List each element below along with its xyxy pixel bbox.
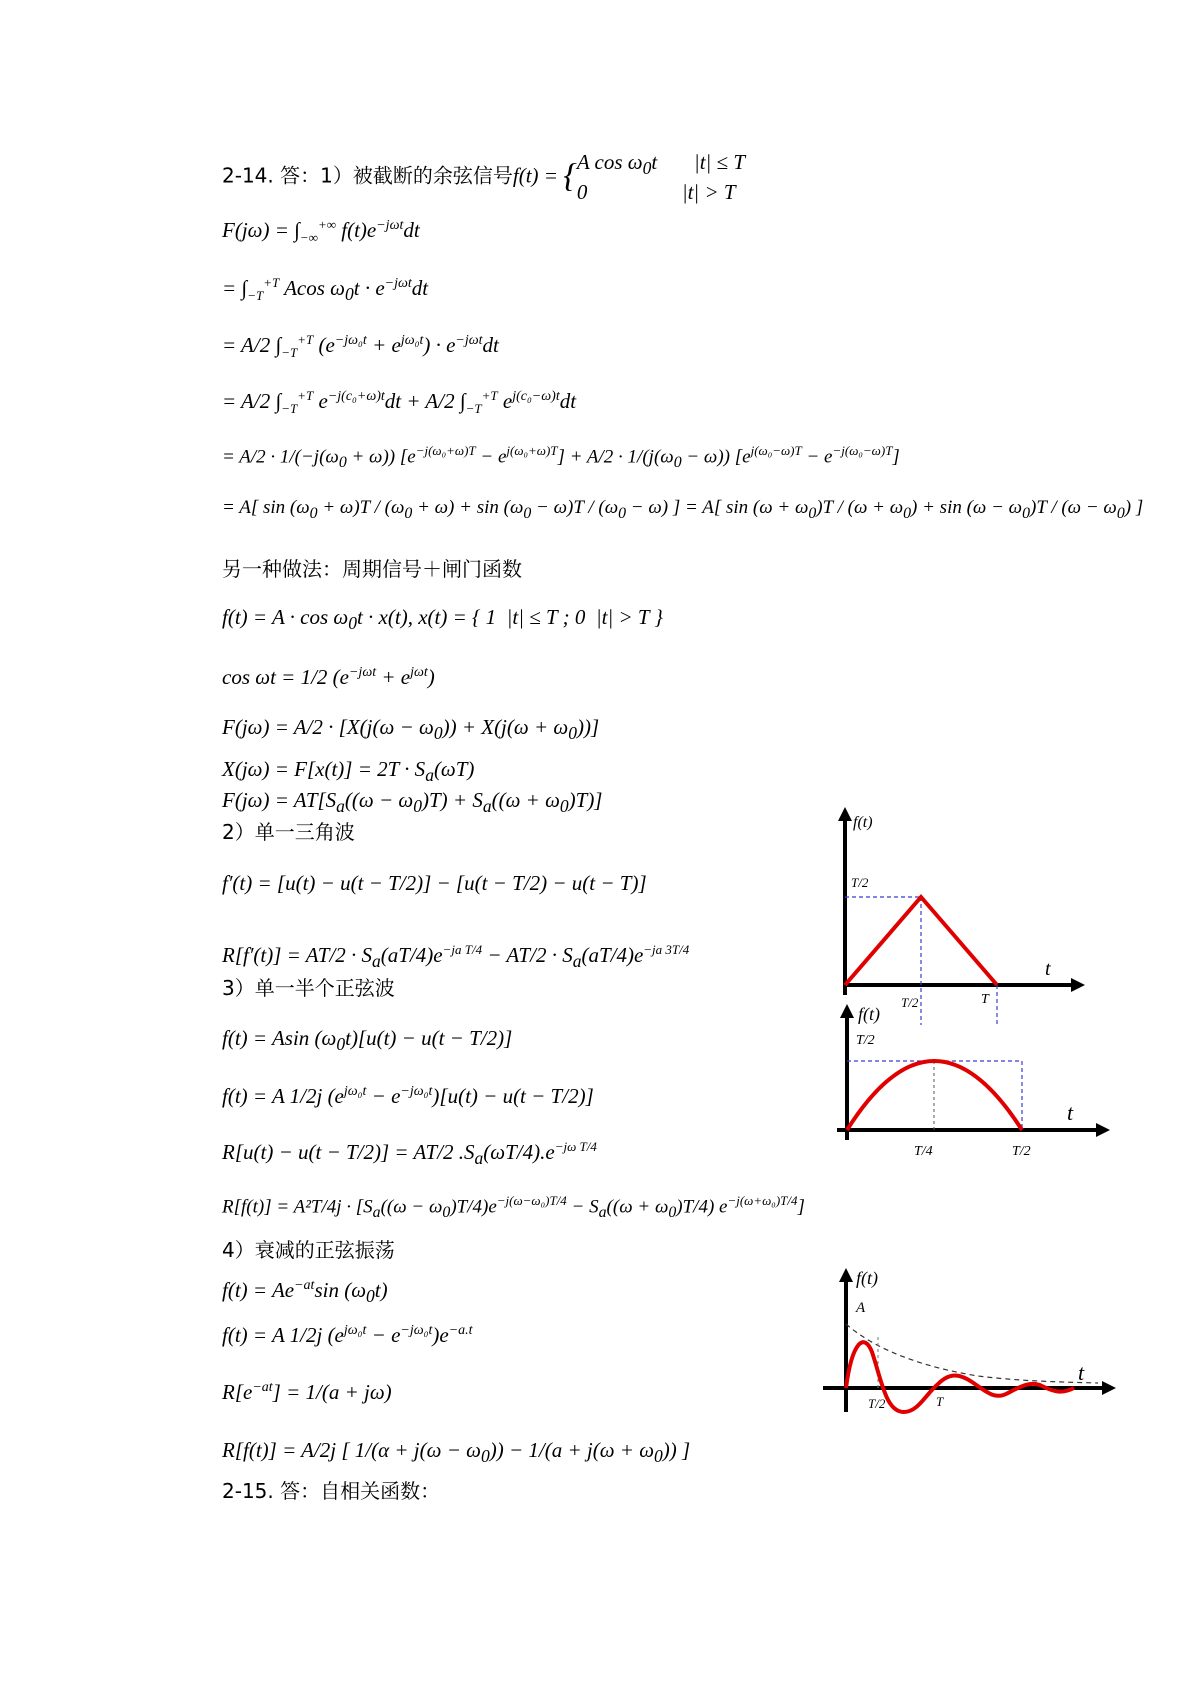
y-label: f(t) (853, 814, 873, 831)
y-label: f(t) (858, 1004, 880, 1024)
tick-label-2: T/2 (1012, 1144, 1031, 1159)
line-11: $F(j\omega) = A/2 \cdot [X(j(\omega - \omega_0)) + X(j(\omega + \omega_0))]$ (222, 715, 600, 744)
line-23: $f(t) = Ae^{-at}\sin$ $(\omega_0t)$ (222, 1278, 388, 1307)
line-07: = A[ $\sin (\omega_0 + \omega)T / (\omega_0 + \omega) + \sin (\omega_0 - \omega)T / (\omega_0 - \omega)$ ] = A[ $\sin (\omega + \omega_0)T / (\omega + \omega_0) + \sin (\omega - \omega_0)T / (\omega - \omega_0)$ ] (222, 497, 1144, 522)
line-18: f(t) = Asin $(\omega_0t)[u(t) - u(t - T/2)]$ (222, 1026, 513, 1055)
line-12: $X(j\omega) = F[x(t)] = 2T \cdot S_a(\omega T)$ (222, 757, 475, 786)
line-25: $R[e^{-at}] = 1/(a + j\omega)$ (222, 1380, 392, 1404)
x-axis-arrow-icon (1071, 978, 1085, 992)
x-axis-arrow-icon (1102, 1381, 1116, 1395)
tick-label-1: T/2 (868, 1396, 886, 1411)
amp-label: A (856, 1300, 866, 1316)
line-02: $F(j\omega) = \int_{-\infty}^{+\infty}$ $f(t)e^{-j\omega t}dt$ (222, 217, 420, 246)
line-01: 2-14. 答：1）被截断的余弦信号f(t) = {A $\cos \omega_0t$ |t| ≤ T 0 |t| > T (222, 150, 746, 205)
line-19: f(t) = A 1/2j $(e^{j\omega_0t} - e^{-j\omega_0t})[u(t) - u(t - T/2)]$ (222, 1084, 594, 1108)
y-axis-arrow-icon (838, 807, 852, 821)
y-label: f(t) (856, 1268, 878, 1288)
y-axis-arrow-icon (839, 1268, 853, 1282)
line-27: 2-15. 答：自相关函数： (222, 1479, 441, 1503)
x-label: t (1067, 1100, 1074, 1125)
line-21: $R[f(t)] = A^2T/4j \cdot [S_a((\omega - \omega_0)T/4)e^{-j(\omega-\omega_0)T/4} - S_a((\omega + \omega_0)T/4)$ $e^{-j(\omega+\omega_0)T/4}$] (222, 1193, 805, 1222)
line-26: R[f(t)] = A/2j [ $1/(\alpha + j(\omega - \omega_0)) - 1/(a + j(\omega + \omega_0))$ ] (222, 1438, 691, 1467)
x-label: t (1078, 1360, 1085, 1385)
line-15: f′(t) = [u(t) − u(t − T/2)] − [u(t − T/2) − u(t − T)] (222, 871, 647, 895)
damped-sine-figure (808, 1262, 1118, 1432)
line-24: f(t) = A 1/2j $(e^{j\omega_0t} - e^{-j\omega_0t})e^{-a.t}$ (222, 1323, 473, 1347)
line-03: = $\int_{-T}^{+T}$ Acos $\omega_0t \cdot e^{-j\omega t}dt$ (222, 275, 429, 305)
line-22: 4）衰减的正弦振荡 (222, 1238, 395, 1262)
line-14: 2）单一三角波 (222, 820, 355, 844)
tick-label-2: T (981, 992, 989, 1007)
x-label: t (1045, 958, 1051, 980)
line-20: R[u(t) − u(t − T/2)] = AT/2 $.S_a(\omega T/4).e^{-j\omega T/4}$ (222, 1139, 597, 1169)
tick-label-1: T/2 (901, 995, 919, 1010)
line-08: 另一种做法：周期信号＋闸门函数 (222, 557, 522, 581)
envelope-curve (846, 1324, 1098, 1383)
half-sine-curve (847, 1061, 1022, 1130)
x-axis-arrow-icon (1096, 1123, 1110, 1137)
y-axis-arrow-icon (840, 1004, 854, 1018)
peak-label: T/2 (851, 875, 869, 890)
line-04: = A/2 $\int_{-T}^{+T}$ $(e^{-j\omega_0t} + e^{j\omega_0t}) \cdot e^{-j\omega t}dt$ (222, 332, 499, 361)
line-06: = $A/2 \cdot 1/(-j(\omega_0 + \omega)) [e^{-j(\omega_0+\omega)T} - e^{j(\omega_0+\omega)T}] + A/2 \cdot 1/(j(\omega_0 - \omega)) [e^{j(\omega_0-\omega)T} - e^{-j(\omega_0-\omega)T}]$ (222, 443, 900, 472)
tick-label-2: T (936, 1394, 944, 1409)
line-05: = A/2 $\int_{-T}^{+T}$ $e^{-j(c_0+\omega)t}dt + A/2$ $\int_{-T}^{+T}$ $e^{j(c_0-\omega)t}dt$ (222, 388, 577, 417)
line-17: 3）单一半个正弦波 (222, 976, 395, 1000)
line-13: $F(j\omega) = AT[S_a((\omega - \omega_0)T) + S_a((\omega + \omega_0)T)]$ (222, 788, 603, 817)
line-09: $f(t) = A \cdot \cos \omega_0t \cdot x(t)$, x(t) = { 1 |t| ≤ T ; 0 |t| > T } (222, 605, 663, 634)
line-10: cos ωt = 1/2 $(e^{-j\omega t} + e^{j\omega t})$ (222, 665, 435, 689)
half-sine-figure (812, 1000, 1112, 1170)
peak-label: T/2 (856, 1033, 875, 1048)
line-16: $R[f'(t)] = AT/2 \cdot S_a(aT/4)e^{-ja T/4} - AT/2 \cdot S_a(aT/4)e^{-ja 3T/4}$ (222, 942, 690, 972)
tick-label-1: T/4 (914, 1144, 933, 1159)
triangle-wave-figure (815, 805, 1085, 1025)
